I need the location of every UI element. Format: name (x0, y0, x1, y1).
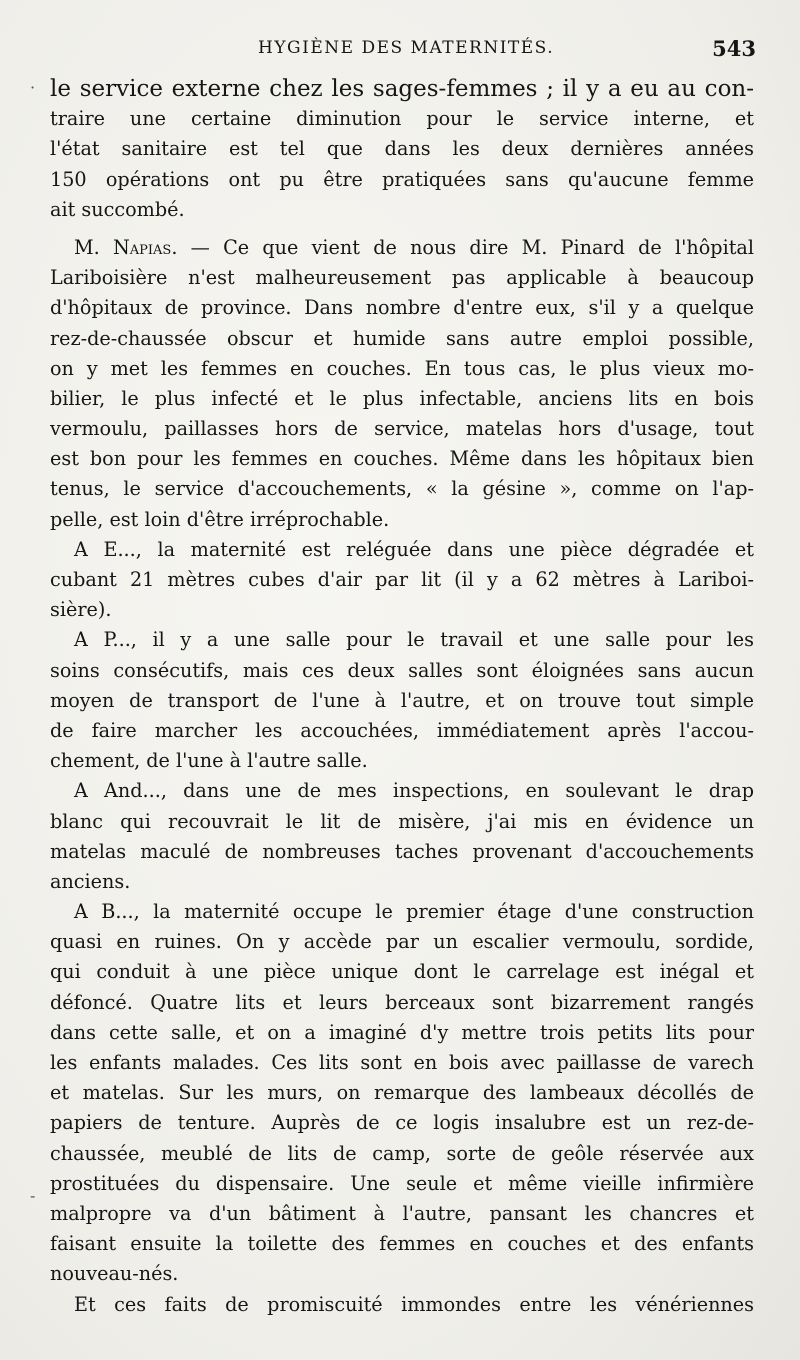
speaker-line-text: — Ce que vient de nous dire M. Pinard de l'hôpital (177, 235, 754, 259)
text-line: quasi en ruines. On y accède par un escalier vermoulu, sordide, (50, 930, 754, 954)
text-line: défoncé. Quatre lits et leurs berceaux sont bizarrement rangés (50, 990, 754, 1014)
text-line: qui conduit à une pièce unique dont le carrelage est inégal et (50, 960, 754, 984)
text-line: nouveau-nés. (50, 1262, 179, 1286)
text-line: et matelas. Sur les murs, on remarque des lambeaux décollés de (50, 1081, 754, 1105)
text-line: vermoulu, paillasses hors de service, matelas hors d'usage, tout (50, 417, 754, 441)
margin-dash: - (30, 1186, 36, 1205)
text-line: Lariboisière n'est malheureusement pas applicable à beaucoup (50, 266, 754, 290)
paragraph-e (50, 535, 754, 626)
page-number: 543 (712, 36, 756, 61)
paragraph-napias (50, 233, 754, 535)
paragraph-b (50, 897, 754, 1289)
running-head (0, 38, 800, 68)
text-line (50, 233, 754, 263)
text-line: est bon pour les femmes en couches. Même dans les hôpitaux bien (50, 447, 754, 471)
text-line: tenus, le service d'accouchements, « la gésine », comme on l'ap- (50, 477, 754, 501)
text-line: le service externe chez les sages-femmes ; il y a eu au con- (50, 76, 754, 102)
text-line: on y met les femmes en couches. En tous cas, le plus vieux mo- (50, 356, 754, 380)
text-line: d'hôpitaux de province. Dans nombre d'entre eux, s'il y a quelque (50, 296, 754, 320)
text-line: chaussée, meublé de lits de camp, sorte de geôle réservée aux (50, 1141, 754, 1165)
text-line: 150 opérations ont pu être pratiquées sans qu'aucune femme (50, 167, 754, 191)
text-line: traire une certaine diminution pour le service interne, et (50, 107, 754, 131)
text-line: cubant 21 mètres cubes d'air par lit (il y a 62 mètres à Lariboi- (50, 568, 754, 591)
text-line: ait succombé. (50, 197, 185, 221)
text-line: dans cette salle, et on a imaginé d'y mettre trois petits lits pour (50, 1020, 754, 1044)
text-line: les enfants malades. Ces lits sont en bois avec paillasse de varech (50, 1051, 754, 1074)
text-line: A B..., la maternité occupe le premier étage d'une construction (74, 900, 754, 924)
speaker-name: M. Napias. (74, 235, 178, 259)
text-line: A And..., dans une de mes inspections, en soulevant le drap (74, 779, 754, 803)
running-title: HYGIÈNE DES MATERNITÉS. (258, 38, 555, 58)
text-line: matelas maculé de nombreuses taches provenant d'accouchements (50, 839, 754, 863)
text-line: sière). (50, 598, 112, 622)
margin-dot: · (30, 78, 36, 97)
text-line: pelle, est loin d'être irréprochable. (50, 507, 390, 531)
text-line: moyen de transport de l'une à l'autre, et on trouve tout simple (50, 688, 754, 712)
body-text (50, 74, 754, 1320)
paragraph-and (50, 776, 754, 897)
text-line: bilier, le plus infecté et le plus infectable, anciens lits en bois (50, 386, 754, 410)
text-line: anciens. (50, 869, 131, 893)
paragraph-continuation (50, 74, 754, 225)
text-line: malpropre va d'un bâtiment à l'autre, pansant les chancres et (50, 1201, 754, 1225)
text-line: rez-de-chaussée obscur et humide sans autre emploi possible, (50, 326, 754, 350)
text-line: prostituées du dispensaire. Une seule et même vieille infirmière (50, 1171, 754, 1195)
text-line: de faire marcher les accouchées, immédiatement après l'accou- (50, 718, 754, 742)
paragraph-final (50, 1290, 754, 1320)
text-line: l'état sanitaire est tel que dans les deux dernières années (50, 137, 754, 161)
text-line: papiers de tenture. Auprès de ce logis insalubre est un rez-de- (50, 1111, 754, 1135)
text-line: A P..., il y a une salle pour le travail et une salle pour les (74, 628, 754, 652)
text-line: faisant ensuite la toilette des femmes en couches et des enfants (50, 1232, 754, 1256)
text-line: A E..., la maternité est reléguée dans une pièce dégradée et (74, 537, 754, 561)
text-line: Et ces faits de promiscuité immondes entre les vénériennes (74, 1292, 754, 1316)
text-line: blanc qui recouvrait le lit de misère, j'ai mis en évidence un (50, 809, 754, 833)
text-line: soins consécutifs, mais ces deux salles sont éloignées sans aucun (50, 658, 754, 682)
text-line: chement, de l'une à l'autre salle. (50, 749, 368, 773)
paragraph-p (50, 625, 754, 776)
